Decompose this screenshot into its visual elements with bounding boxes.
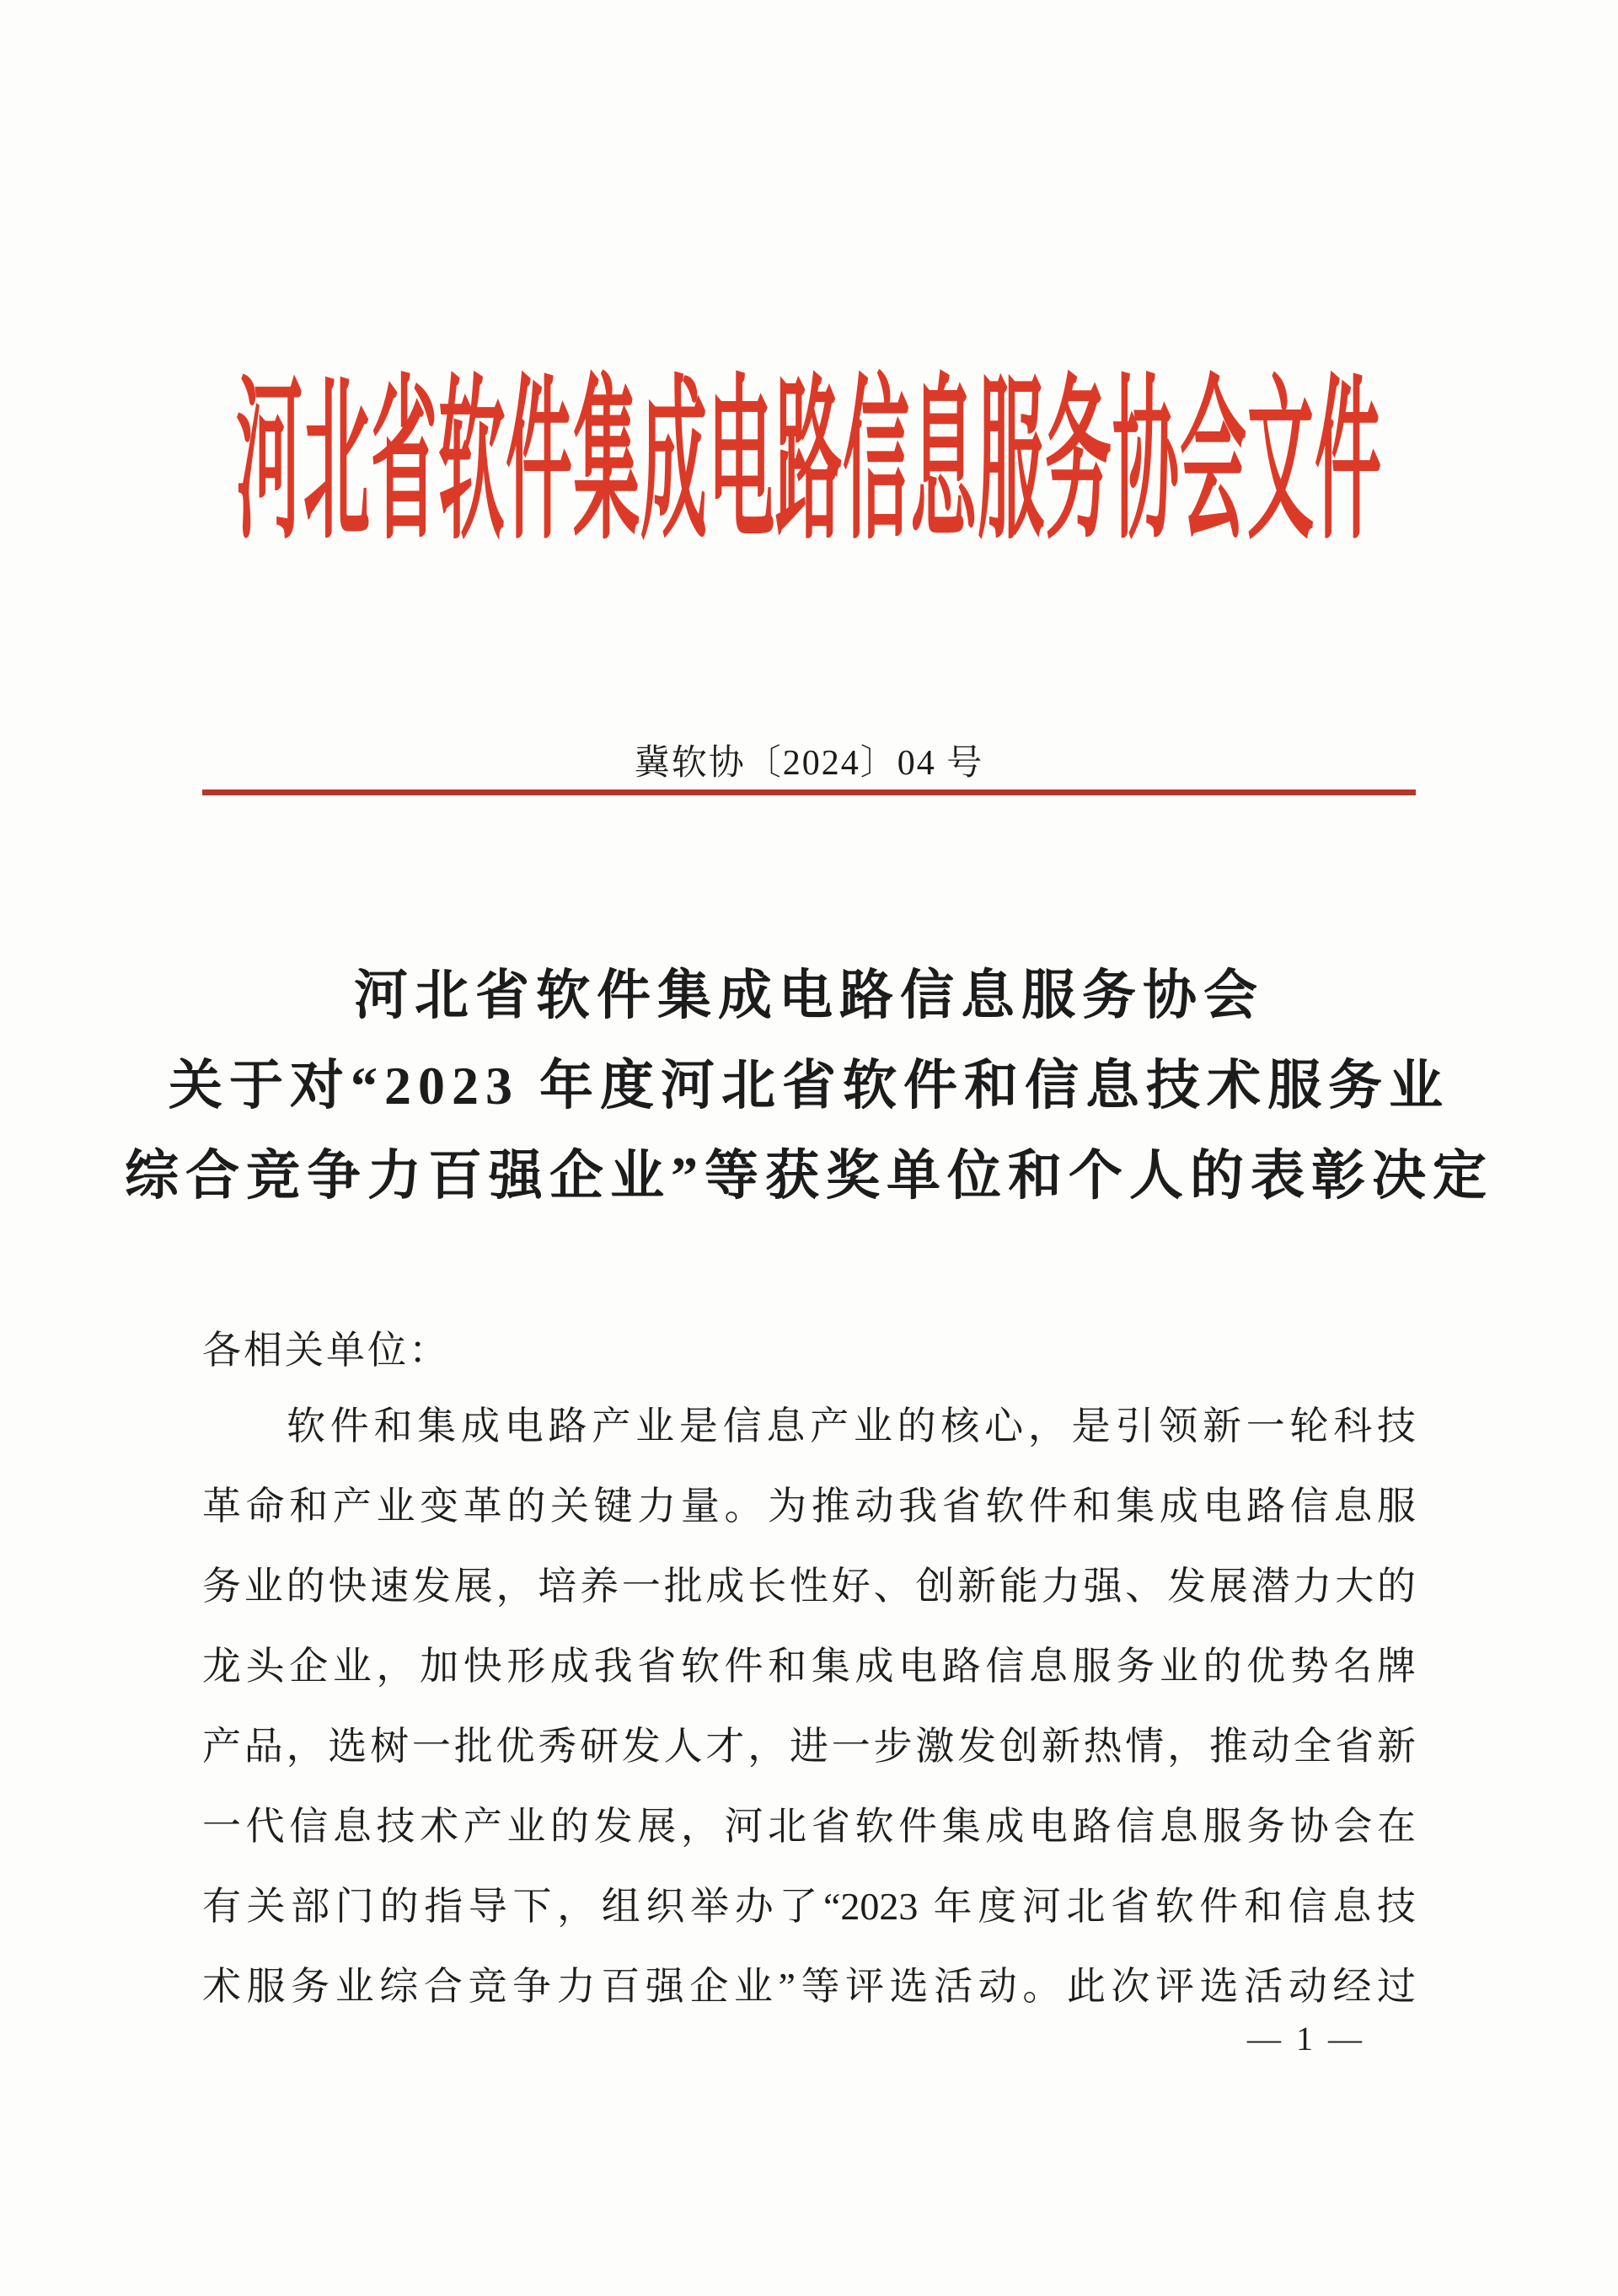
salutation: 各相关单位： (202, 1329, 450, 1372)
red-header-banner (0, 356, 1618, 562)
body-line-4: 龙头企业，加快形成我省软件和集成电路信息服务业的优势名牌 (202, 1645, 1416, 1688)
page-number: — 1 — (1247, 2020, 1365, 2058)
body-line-3: 务业的快速发展，培养一批成长性好、创新能力强、发展潜力大的 (202, 1565, 1416, 1608)
body-line-5: 产品，选树一批优秀研发人才，进一步激发创新热情，推动全省新 (202, 1725, 1416, 1768)
red-divider-line (202, 789, 1416, 795)
body-line-6: 一代信息技术产业的发展，河北省软件集成电路信息服务协会在 (202, 1805, 1416, 1848)
title-line-2: 关于对“2023 年度河北省软件和信息技术服务业 (169, 1056, 1449, 1116)
body-line-2: 革命和产业变革的关键力量。为推动我省软件和集成电路信息服 (202, 1485, 1416, 1528)
association-banner-title: 河北省软件集成电路信息服务协会文件 (236, 367, 1382, 562)
body-line-7: 有关部门的指导下，组织举办了“2023 年度河北省软件和信息技 (202, 1885, 1416, 1928)
title-line-1: 河北省软件集成电路信息服务协会 (354, 966, 1264, 1025)
body-line-1: 软件和集成电路产业是信息产业的核心，是引领新一轮科技 (287, 1405, 1416, 1448)
document-number: 冀软协〔2024〕04 号 (634, 744, 984, 783)
document-title (0, 950, 1618, 1221)
title-line-3: 综合竞争力百强企业”等获奖单位和个人的表彰决定 (125, 1146, 1493, 1206)
body-line-8: 术服务业综合竞争力百强企业”等评选活动。此次评选活动经过 (202, 1965, 1416, 2008)
body-paragraph (202, 1386, 1416, 2026)
